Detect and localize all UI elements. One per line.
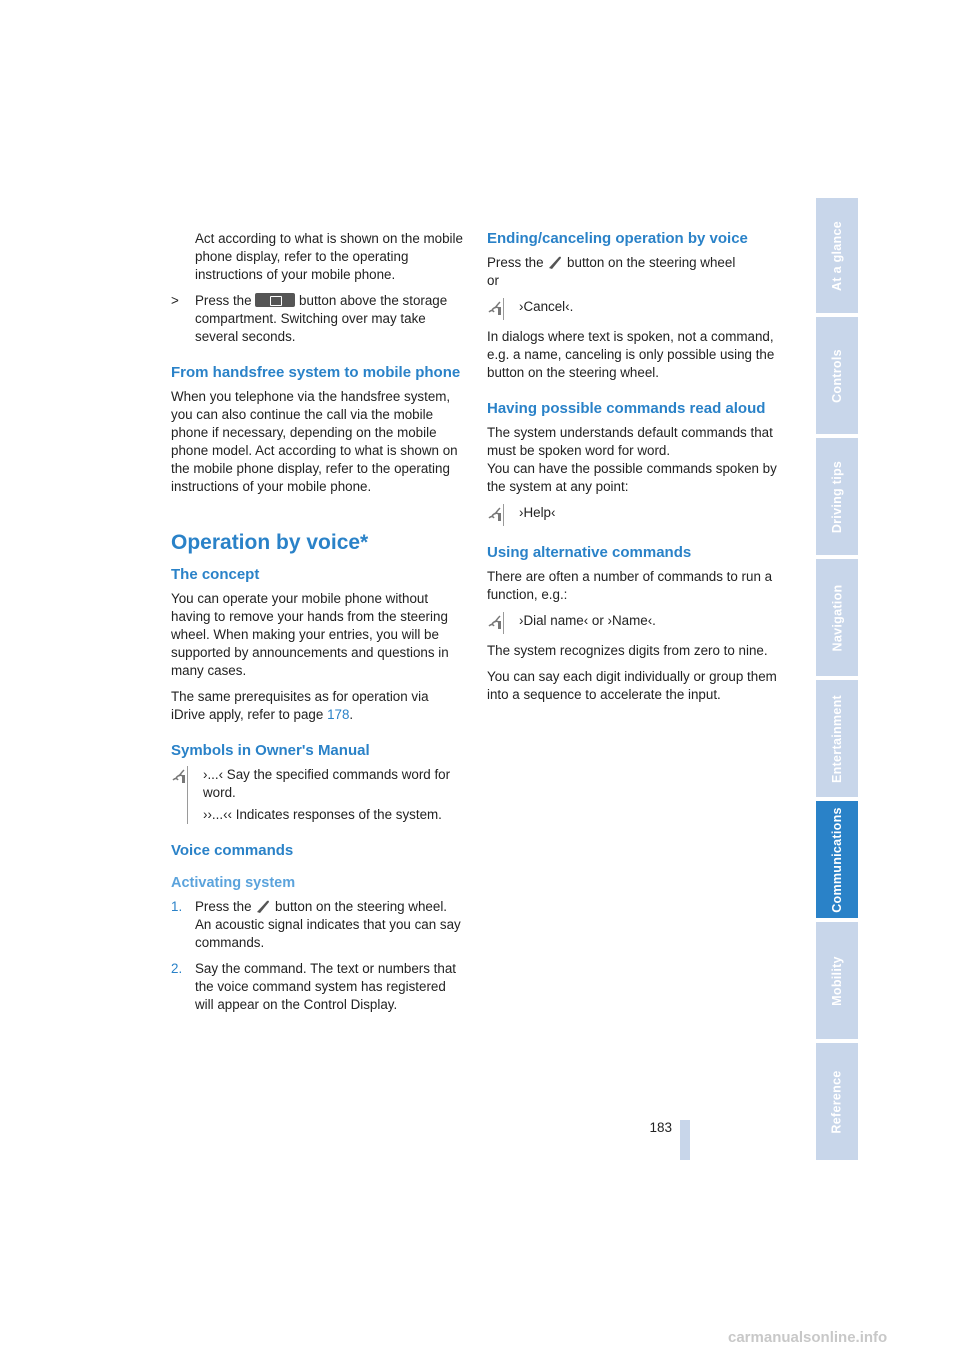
heading-ending-canceling: Ending/canceling operation by voice (487, 230, 748, 247)
heading-concept: The concept (171, 566, 260, 583)
tab-label: Communications (830, 806, 845, 913)
tab-controls[interactable] (816, 317, 858, 434)
continued-paragraph: Act according to what is shown on the mobile phone display, refer to the operating instructions of your mobile phone. (195, 231, 463, 282)
step-1 (171, 898, 463, 952)
paragraph-digits: The system recognizes digits from zero to nine. (487, 643, 768, 658)
step-1-after: button on the steering wheel. An acoustic signal indicates that you can say commands. (195, 899, 461, 950)
paragraph-often: There are often a number of commands to run a function, e.g.: (487, 569, 773, 602)
tab-label: Mobility (830, 955, 844, 1006)
right-column (487, 230, 779, 712)
prereq-text: The same prerequisites as for operation via iDrive apply, refer to page (171, 689, 429, 722)
left-column (171, 230, 463, 1022)
heading-voice-commands: Voice commands (171, 842, 294, 859)
paragraph-handsfree: When you telephone via the handsfree system, you can also continue the call via the mobile phone if necessary, depending on the mobile phone model. Act according to what is shown on the mobile phone display, refer to the operating instructions of your mobile phone. (171, 389, 458, 494)
heading-alternative-commands: Using alternative commands (487, 544, 692, 561)
tab-label: Reference (830, 1069, 844, 1134)
heading-read-aloud: Having possible commands read aloud (487, 400, 766, 417)
paragraph-have-spoken: You can have the possible commands spoken by the system at any point: (487, 461, 777, 494)
tab-at-a-glance[interactable] (816, 198, 858, 313)
tab-navigation[interactable] (816, 559, 858, 676)
steering-wheel-button-icon (547, 254, 563, 270)
voice-command-icon (171, 766, 189, 788)
bullet-item (171, 292, 463, 346)
prereq-end: . (349, 707, 354, 722)
tab-label: Controls (830, 348, 845, 403)
symbols-group (171, 766, 463, 824)
step-2-text: Say the command. The text or numbers that the voice command system has registered will appear on the Control Display. (195, 961, 456, 1012)
heading-operation-by-voice: Operation by voice* (171, 531, 369, 554)
page-number-bar (680, 1120, 690, 1160)
page-number: 183 (649, 1120, 672, 1135)
tab-label: Driving tips (830, 460, 845, 533)
tab-label: At a glance (830, 220, 844, 291)
tab-entertainment[interactable] (816, 680, 858, 797)
step-1-number: 1. (171, 899, 183, 914)
bullet-text-before: Press the (195, 293, 252, 308)
paragraph-understands: The system understands default commands that must be spoken word for word. (487, 425, 773, 458)
voice-command-icon (487, 504, 505, 526)
bullet-text-after: button above the storage compartment. Switching over may take several seconds. (195, 293, 448, 344)
page-link-178[interactable]: 178 (327, 707, 350, 722)
paragraph-or: or (487, 273, 499, 288)
step-1-before: Press the (195, 899, 252, 914)
symbol-say-commands: ›...‹ Say the specified commands word for word. (203, 767, 451, 800)
paragraph-ending (487, 254, 779, 272)
command-cancel-row (487, 298, 779, 320)
voice-command-icon (487, 298, 505, 320)
footer-watermark: carmanualsonline.info (728, 1329, 888, 1346)
paragraph-prerequisites (171, 688, 463, 724)
heading-handsfree-to-mobile: From handsfree system to mobile phone (171, 364, 461, 381)
tab-label: Entertainment (830, 694, 845, 783)
tab-mobility[interactable] (816, 922, 858, 1039)
command-dial-name: ›Dial name‹ or ›Name‹. (519, 613, 656, 628)
command-help: ›Help‹ (519, 505, 556, 520)
heading-symbols: Symbols in Owner's Manual (171, 742, 370, 759)
step-2 (171, 960, 463, 1014)
voice-command-icon (487, 612, 505, 634)
command-help-row (487, 504, 779, 526)
tab-driving-tips[interactable] (816, 438, 858, 555)
tab-communications[interactable] (816, 801, 858, 918)
tab-reference[interactable] (816, 1043, 858, 1160)
ending-before: Press the (487, 255, 544, 270)
bullet-mark: > (171, 293, 179, 308)
storage-compartment-button-icon (255, 293, 295, 307)
paragraph-dialogs: In dialogs where text is spoken, not a command, e.g. a name, canceling is only possible using the button on the steering wheel. (487, 329, 775, 380)
step-2-number: 2. (171, 961, 183, 976)
ending-after: button on the steering wheel (567, 255, 736, 270)
command-cancel: ›Cancel‹. (519, 299, 574, 314)
paragraph-group-digits: You can say each digit individually or group them into a sequence to accelerate the input. (487, 669, 777, 702)
steering-wheel-button-icon (255, 898, 271, 914)
chapter-side-nav (816, 198, 858, 1160)
heading-activating-system: Activating system (171, 875, 296, 891)
tab-label: Navigation (830, 584, 844, 651)
command-dial-row (487, 612, 779, 634)
symbol-system-responses: ››...‹‹ Indicates responses of the system. (203, 807, 442, 822)
paragraph-concept: You can operate your mobile phone without having to remove your hands from the steering wheel. When making your entries, you will be supported by announcements and questions in many cases. (171, 591, 449, 678)
